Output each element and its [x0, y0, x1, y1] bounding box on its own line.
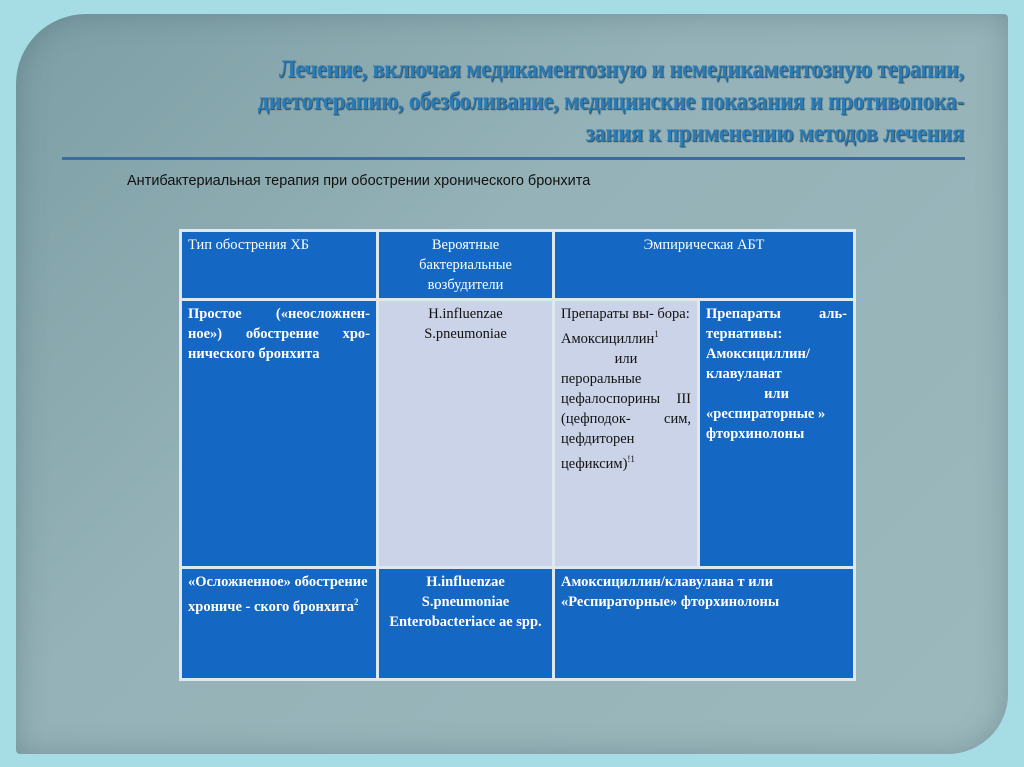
cell-type: Простое («неосложнен- ное») обострение хро- нического бронхита — [181, 300, 378, 568]
footnote-mark: 2 — [354, 597, 359, 607]
pathogen: H.influenzae — [426, 574, 505, 590]
cell-choice-drugs — [554, 300, 699, 568]
alternative-drug2: «респираторные » фторхинолоны — [706, 406, 826, 442]
cell-pathogens — [378, 300, 554, 568]
drug-name: пероральные цефалоспорины III (цефподок- сим, цефдиторен цефиксим) — [561, 370, 691, 472]
header-type: Тип обострения ХБ — [181, 231, 378, 300]
choice-lead: Препараты вы- бора: — [561, 306, 690, 322]
drug-name: Амоксициллин — [561, 330, 655, 347]
header-pathogens: Вероятные бактериальные возбудители — [378, 231, 554, 300]
title-line-1: Лечение, включая медикаментозную и немедикаментозную терапии, — [279, 56, 965, 83]
cell-alternative-drugs — [699, 300, 855, 568]
pathogen: S.pneumoniae — [421, 594, 510, 610]
pathogen: H.influenzae — [428, 306, 503, 322]
slide-title — [172, 54, 964, 150]
therapy-table — [179, 229, 856, 681]
pathogen: Enterobacteriace ae spp. — [389, 614, 542, 630]
alternative-drug1: Амоксициллин/ клавуланат — [706, 346, 810, 382]
header-therapy: Эмпирическая АБТ — [554, 231, 855, 300]
alternative-lead: Препараты аль- тернативы: — [706, 306, 848, 342]
title-line-3: зания к применению методов лечения — [585, 120, 964, 147]
choice-drug1 — [561, 324, 691, 349]
table-header-row — [181, 231, 855, 300]
pathogen: S.pneumoniae — [424, 326, 507, 342]
or-label: или — [764, 386, 789, 402]
cell-pathogens — [378, 568, 554, 680]
or-label: или — [614, 350, 638, 367]
type-text: «Осложненное» обострение хрониче - ского бронхита — [188, 574, 368, 615]
footnote-mark: 1 — [654, 329, 659, 339]
title-divider — [62, 157, 965, 160]
cell-therapy: Амоксициллин/клавулана т или «Респираторные» фторхинолоны — [554, 568, 855, 680]
footnote-mark: !1 — [627, 453, 635, 464]
title-line-2: диетотерапию, обезболивание, медицинские показания и противопока- — [257, 88, 965, 115]
choice-drug2 — [561, 369, 691, 474]
cell-type — [181, 568, 378, 680]
table-caption: Антибактериальная терапия при обострении хронического бронхита — [127, 173, 591, 189]
table-row — [181, 300, 855, 568]
table-row — [181, 568, 855, 680]
